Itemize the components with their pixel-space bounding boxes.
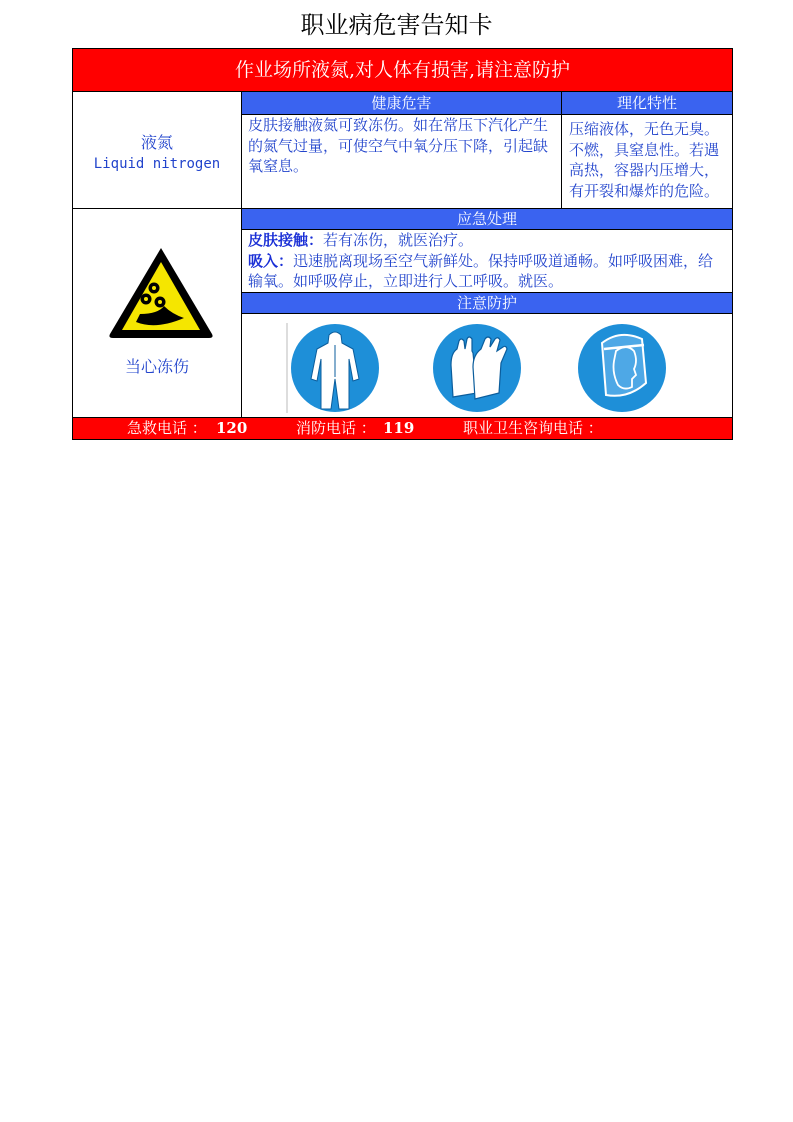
footer-bar xyxy=(73,418,732,439)
emergency-label: 应急处理 xyxy=(456,210,517,228)
inhale-label: 吸入： xyxy=(248,251,294,270)
protective-suit-icon xyxy=(285,323,381,413)
first-aid-label: 急救电话 ： xyxy=(127,419,207,437)
first-aid-number: 120 xyxy=(216,419,248,437)
face-shield-icon xyxy=(576,323,668,413)
divider xyxy=(242,313,732,314)
protective-gloves-icon xyxy=(431,323,523,413)
health-hazard-header xyxy=(242,92,561,114)
protection-label: 注意防护 xyxy=(456,294,517,312)
skin-contact-label: 皮肤接触： xyxy=(248,231,324,249)
card-header-text: 作业场所液氮,对人体有损害,请注意防护 xyxy=(234,59,571,81)
health-hazard-text: 皮肤接触液氮可致冻伤。如在常压下汽化产生的氮气过量，可使空气中氧分压下降，引起缺氧窒息。 xyxy=(248,116,549,175)
skin-contact-text: 若有冻伤，就医治疗。 xyxy=(323,231,474,249)
substance-name-cn: 液氮 xyxy=(140,133,173,152)
divider xyxy=(241,91,242,417)
warning-sign-label: 当心冻伤 xyxy=(124,357,189,376)
warning-sign-cell xyxy=(73,209,241,417)
consult-label: 职业卫生咨询电话 ： xyxy=(463,419,603,437)
emergency-inhale xyxy=(248,251,728,292)
protection-header xyxy=(242,293,732,313)
substance-cell xyxy=(73,92,241,208)
properties-text: 压缩液体，无色无臭。不燃，具窒息性。若遇高热，容器内压增大，有开裂和爆炸的危险。 xyxy=(569,120,720,200)
substance-name-en: Liquid nitrogen xyxy=(93,156,221,172)
page-title: 职业病危害告知卡 xyxy=(300,11,493,39)
emergency-skin xyxy=(248,230,728,251)
emergency-header xyxy=(242,209,732,229)
emergency-text xyxy=(248,230,728,292)
fire-number: 119 xyxy=(383,419,415,437)
inhale-text: 迅速脱离现场至空气新鲜处。保持呼吸道通畅。如呼吸困难，给输氧。如呼吸停止，立即进行人工呼吸。就医。 xyxy=(248,251,714,290)
properties-header xyxy=(562,92,732,114)
properties-label: 理化特性 xyxy=(616,94,677,112)
health-hazard-label: 健康危害 xyxy=(371,94,432,112)
frostbite-warning-icon xyxy=(106,244,216,340)
fire-label: 消防电话 ： xyxy=(296,419,376,437)
card-header xyxy=(73,49,732,91)
hazard-card xyxy=(72,48,733,440)
